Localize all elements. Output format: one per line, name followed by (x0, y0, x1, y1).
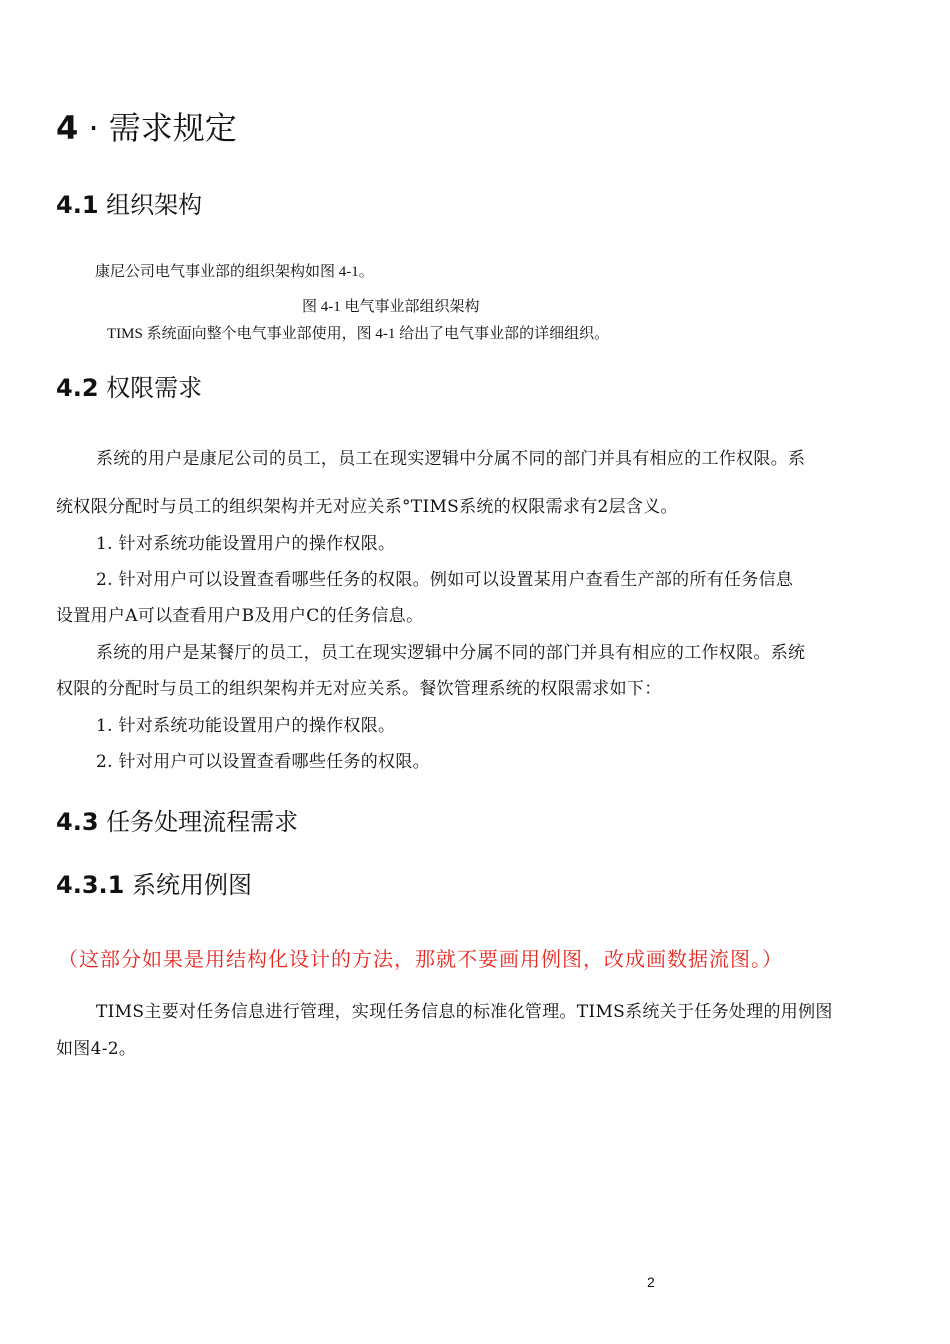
heading-4-3-number: 4.3 (56, 808, 99, 836)
section-4-2-line-1: 系统的用户是康尼公司的员工，员工在现实逻辑中分属不同的部门并具有相应的工作权限。系 (96, 449, 806, 469)
heading-4-3-1 (56, 869, 252, 901)
section-4-2-line-7: 权限的分配时与员工的组织架构并无对应关系。餐饮管理系统的权限需求如下： (56, 679, 662, 699)
heading-main-title: 需求规定 (108, 109, 237, 147)
structured-design-note: （这部分如果是用结构化设计的方法，那就不要画用例图，改成画数据流图。） (58, 947, 783, 971)
heading-main-number: 4 (56, 109, 79, 147)
heading-4-3-title: 任务处理流程需求 (106, 808, 299, 836)
heading-4-3 (56, 806, 298, 838)
heading-4-3-1-number: 4.3.1 (56, 871, 125, 899)
section-4-2-line-9: 2. 针对用户可以设置查看哪些任务的权限。 (96, 752, 430, 772)
section-4-2-line-3: 1. 针对系统功能设置用户的操作权限。 (96, 534, 396, 554)
section-4-1-description: TIMS 系统面向整个电气事业部使用，图 4-1 给出了电气事业部的详细组织。 (107, 326, 610, 342)
section-4-3-1-line-2: 如图4-2。 (56, 1039, 137, 1059)
section-4-2-line-8: 1. 针对系统功能设置用户的操作权限。 (96, 716, 396, 736)
heading-4-1 (56, 189, 202, 221)
heading-4-2-number: 4.2 (56, 374, 99, 402)
section-4-3-1-line-1: TIMS主要对任务信息进行管理，实现任务信息的标准化管理。TIMS系统关于任务处理的用例图 (96, 1002, 833, 1022)
heading-4-1-number: 4.1 (56, 191, 99, 219)
heading-main-separator: · (88, 109, 99, 147)
heading-4-2 (56, 372, 202, 404)
section-4-2-line-6: 系统的用户是某餐厅的员工，员工在现实逻辑中分属不同的部门并具有相应的工作权限。系统 (96, 643, 806, 663)
section-4-2-line-4: 2. 针对用户可以设置查看哪些任务的权限。例如可以设置某用户查看生产部的所有任务信息 (96, 570, 794, 590)
page-number: 2 (647, 1274, 655, 1290)
figure-4-1-caption: 图 4-1 电气事业部组织架构 (302, 299, 480, 315)
section-4-1-intro: 康尼公司电气事业部的组织架构如图 4-1。 (95, 264, 374, 280)
heading-4-2-title: 权限需求 (106, 374, 203, 402)
heading-4-1-title: 组织架构 (106, 191, 203, 219)
section-4-2-line-5: 设置用户A可以查看用户B及用户C的任务信息。 (56, 606, 424, 626)
section-4-2-line-2: 统权限分配时与员工的组织架构并无对应关系°TIMS系统的权限需求有2层含义。 (56, 497, 678, 517)
heading-4-3-1-title: 系统用例图 (131, 871, 252, 899)
heading-main (56, 106, 237, 150)
